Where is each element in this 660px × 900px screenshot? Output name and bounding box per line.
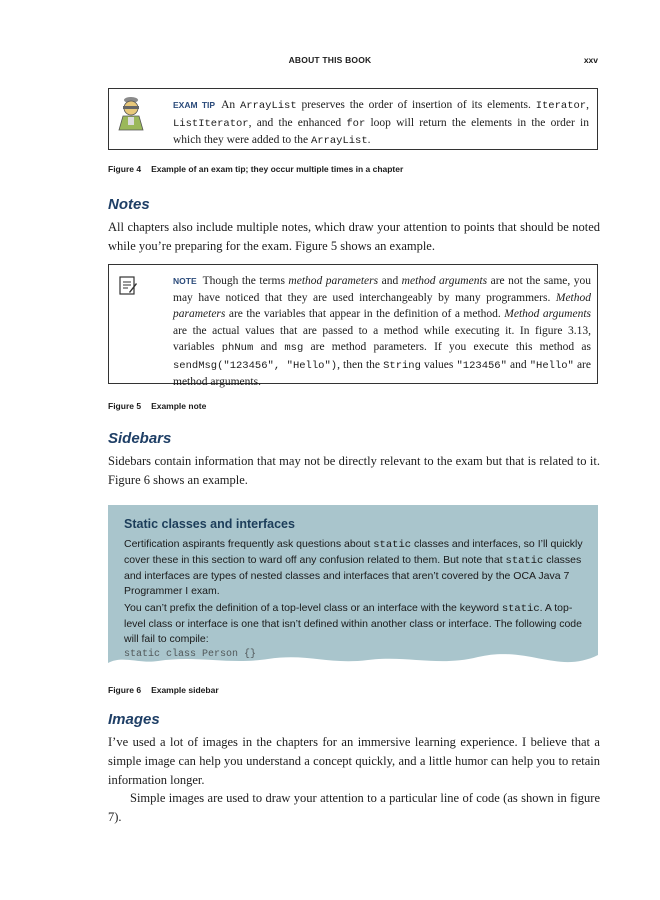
exam-tip-mascot-icon [117, 96, 145, 132]
note-code-part: "123456" [456, 359, 507, 372]
tip-code-part: Iterator [535, 100, 587, 112]
note-text-part: values [420, 358, 457, 371]
running-header-title: ABOUT THIS BOOK [288, 55, 372, 65]
sidebar-text-part: classes and interfaces, so I’ll quickly cover these in this section to ward off any confusion related to them. But note that [124, 538, 583, 566]
note-text-part: are not the same, you may have noticed that they are used interchangeably by many programmers. [173, 275, 591, 304]
page-number: xxv [583, 55, 598, 65]
tip-text-part: loop will return the elements in the order in which they were added to the [173, 116, 589, 146]
figure-6-caption [108, 685, 219, 695]
exam-tip-text [173, 97, 589, 150]
figure-number: Figure 4 [108, 164, 142, 174]
note-text-part: Though the terms [202, 275, 289, 287]
note-text-part: are method parameters. If you execute this method as [303, 341, 591, 353]
sidebar-code-part: static [501, 603, 540, 615]
note-code-part: String [383, 359, 421, 372]
tip-text-part: , and the enhanced [248, 116, 347, 129]
note-text-part: and [253, 341, 285, 353]
note-text [173, 273, 591, 391]
tip-code-part: for [346, 117, 366, 130]
sidebar-paragraph-2 [124, 601, 584, 647]
note-pad-icon [119, 276, 137, 296]
sidebars-heading: Sidebars [108, 430, 172, 447]
sidebar-text-part: . A top-level class or interface is one that isn’t defined within another class or interface. The following code will fail to compile: [124, 602, 582, 645]
note-emphasis-part: Method parameters [173, 291, 591, 320]
figure-caption-text: Example sidebar [151, 685, 219, 695]
note-label: NOTE [173, 276, 197, 286]
figure-caption-text: Example of an exam tip; they occur multiple times in a chapter [151, 164, 404, 174]
sidebars-paragraph: Sidebars contain information that may not be directly relevant to the exam but that is related to it. Figure 6 shows an example. [108, 454, 600, 487]
sidebar-example-box [108, 505, 598, 670]
notes-paragraph: All chapters also include multiple notes, which draw your attention to points that should be noted while you’re preparing for the exam. Figure 5 shows an example. [108, 220, 600, 253]
tip-text-part: An [221, 99, 240, 111]
figure-number: Figure 5 [108, 401, 142, 411]
images-paragraph-2: Simple images are used to draw your attention to a particular line of code (as shown in figure 7). [108, 791, 600, 824]
note-text-part: are method arguments. [173, 358, 591, 388]
figure-number: Figure 6 [108, 685, 142, 695]
sidebar-code-part: static [505, 555, 544, 567]
note-text-part: and [506, 358, 530, 371]
exam-tip-box [108, 88, 598, 150]
sidebar-code-part: static [373, 539, 412, 551]
note-emphasis-part: Method arguments [504, 308, 591, 320]
sidebar-title: Static classes and interfaces [124, 517, 295, 531]
note-text-part: are the variables that appear in the definition of a method. [225, 308, 505, 320]
tip-text-part: , [586, 99, 589, 111]
figure-caption-text: Example note [151, 401, 207, 411]
images-heading: Images [108, 711, 160, 728]
figure-4-caption [108, 164, 403, 174]
note-box [108, 264, 598, 388]
tip-text-part: preserves the order of insertion of its elements. [296, 99, 531, 111]
note-emphasis-part: method parameters [288, 275, 379, 287]
sidebar-text-part: You can’t prefix the definition of a top-level class or an interface with the keyword [124, 602, 502, 614]
note-emphasis-part: method arguments [401, 275, 488, 287]
note-code-part: phNum [221, 342, 254, 354]
note-text-part: and [378, 275, 402, 287]
note-code-part: sendMsg("123456", "Hello") [173, 359, 338, 372]
note-code-part: msg [284, 342, 304, 354]
exam-tip-label: EXAM TIP [173, 100, 216, 110]
sidebar-paragraph-1 [124, 537, 584, 599]
note-text-part: are the actual values that are passed to a method while executing it. In figure 3.13, variables [173, 324, 591, 353]
figure-5-caption [108, 401, 206, 411]
tip-text-part: . [367, 134, 371, 146]
sidebar-code-line: static class Person {} [124, 649, 257, 660]
images-paragraph-1: I’ve used a lot of images in the chapters for an immersive learning experience. I believe that a simple image can help you understand a concept quickly, and a little humor can help you to retain information longer. [108, 735, 600, 787]
sidebar-text-part: Certification aspirants frequently ask questions about [124, 538, 374, 550]
sidebar-text-part: classes and interfaces are types of nested classes and interfaces that aren’t covered by the OCA Java 7 Programmer I exam. [124, 554, 582, 597]
note-text-part: , then the [337, 358, 384, 371]
notes-heading: Notes [108, 196, 150, 213]
tip-code-part: ArrayList [310, 135, 368, 147]
tip-code-part: ArrayList [239, 100, 297, 112]
tip-code-part: ListIterator [173, 117, 249, 130]
note-code-part: "Hello" [529, 359, 574, 372]
